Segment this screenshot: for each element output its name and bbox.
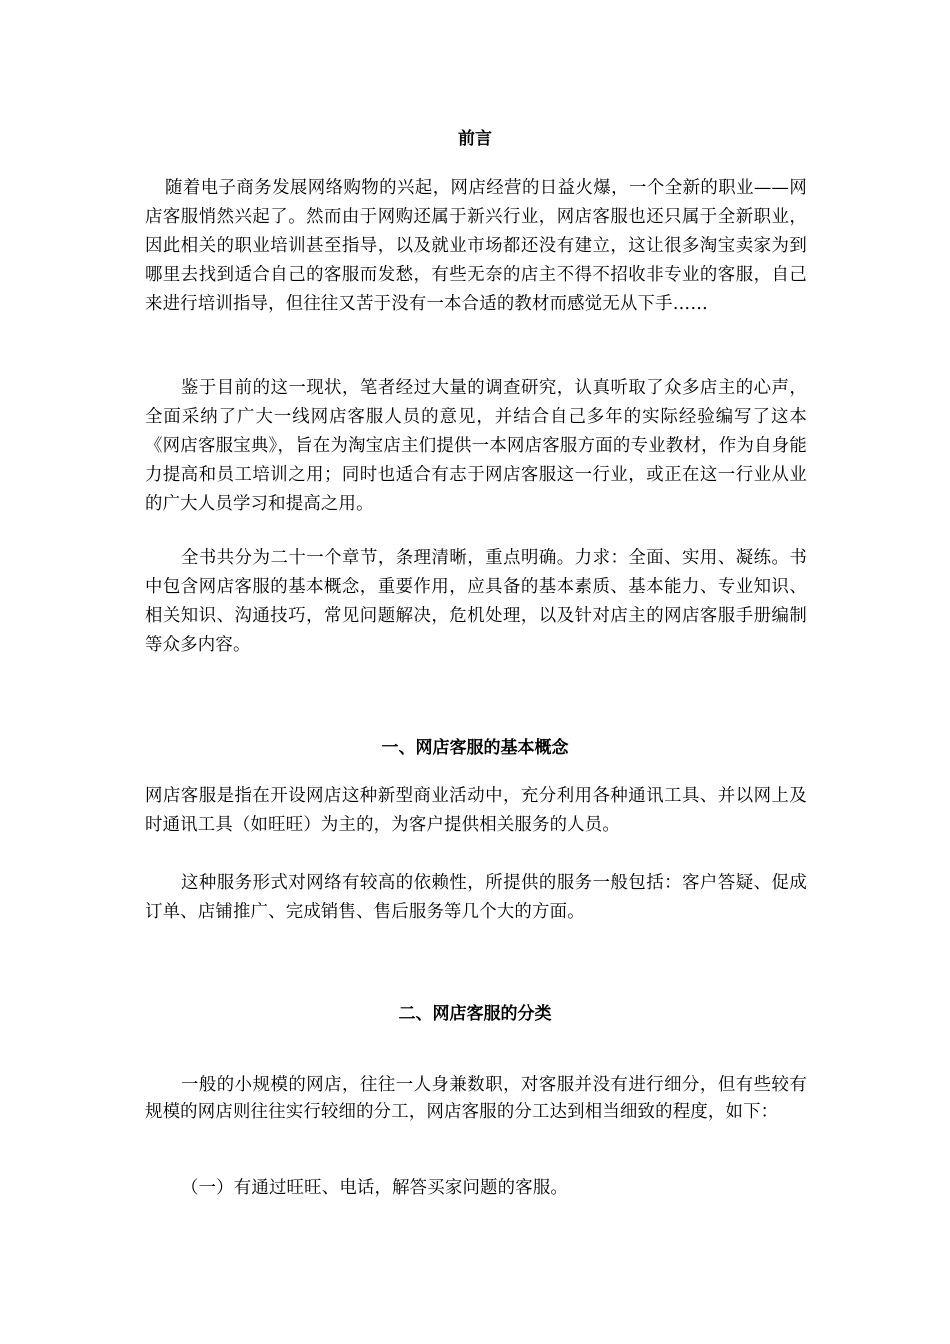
section-2-title: 二、网店客服的分类 xyxy=(398,1004,552,1024)
section-1-paragraph-2: 这种服务形式对网络有较高的依赖性，所提供的服务一般包括：客户答疑、促成订单、店铺推广、完成销售、售后服务等几个大的方面。 xyxy=(145,873,807,922)
section-2-paragraph-1: 一般的小规模的网店，往往一人身兼数职，对客服并没有进行细分，但有些较有规模的网店则往往实行较细的分工，网店客服的分工达到相当细致的程度，如下： xyxy=(145,1075,807,1122)
preface-paragraph-2: 鉴于目前的这一现状，笔者经过大量的调查研究，认真听取了众多店主的心声，全面采纳了广大一线网店客服人员的意见，并结合自己多年的实际经验编写了这本《网店客服宝典》，旨在为淘宝店主们提供一本网店客服方面的专业教材，作为自身能力提高和员工培训之用；同时也适合有志于网店客服这一行业，或正在这一行业从业的广大人员学习和提高之用。 xyxy=(145,378,807,514)
preface-title: 前言 xyxy=(458,129,492,149)
section-1-paragraph-1: 网店客服是指在开设网店这种新型商业活动中，充分利用各种通讯工具、并以网上及时通讯工具（如旺旺）为主的，为客户提供相关服务的人员。 xyxy=(145,786,807,835)
section-2-item-1: （一）有通过旺旺、电话，解答买家问题的客服。 xyxy=(181,1178,568,1198)
preface-paragraph-1: 随着电子商务发展网络购物的兴起，网店经营的日益火爆，一个全新的职业——网店客服悄然兴起了。然而由于网购还属于新兴行业，网店客服也还只属于全新职业，因此相关的职业培训甚至指导，以及就业市场都还没有建立，这让很多淘宝卖家为到哪里去找到适合自己的客服而发愁，有些无奈的店主不得不招收非专业的客服，自己来进行培训指导，但往往又苦于没有一本合适的教材而感觉无从下手…… xyxy=(145,178,807,314)
section-1-title: 一、网店客服的基本概念 xyxy=(381,738,569,758)
preface-paragraph-3: 全书共分为二十一个章节，条理清晰，重点明确。力求：全面、实用、凝练。书中包含网店客服的基本概念，重要作用，应具备的基本素质、基本能力、专业知识、相关知识、沟通技巧，常见问题解决，危机处理，以及针对店主的网店客服手册编制等众多内容。 xyxy=(145,548,807,655)
